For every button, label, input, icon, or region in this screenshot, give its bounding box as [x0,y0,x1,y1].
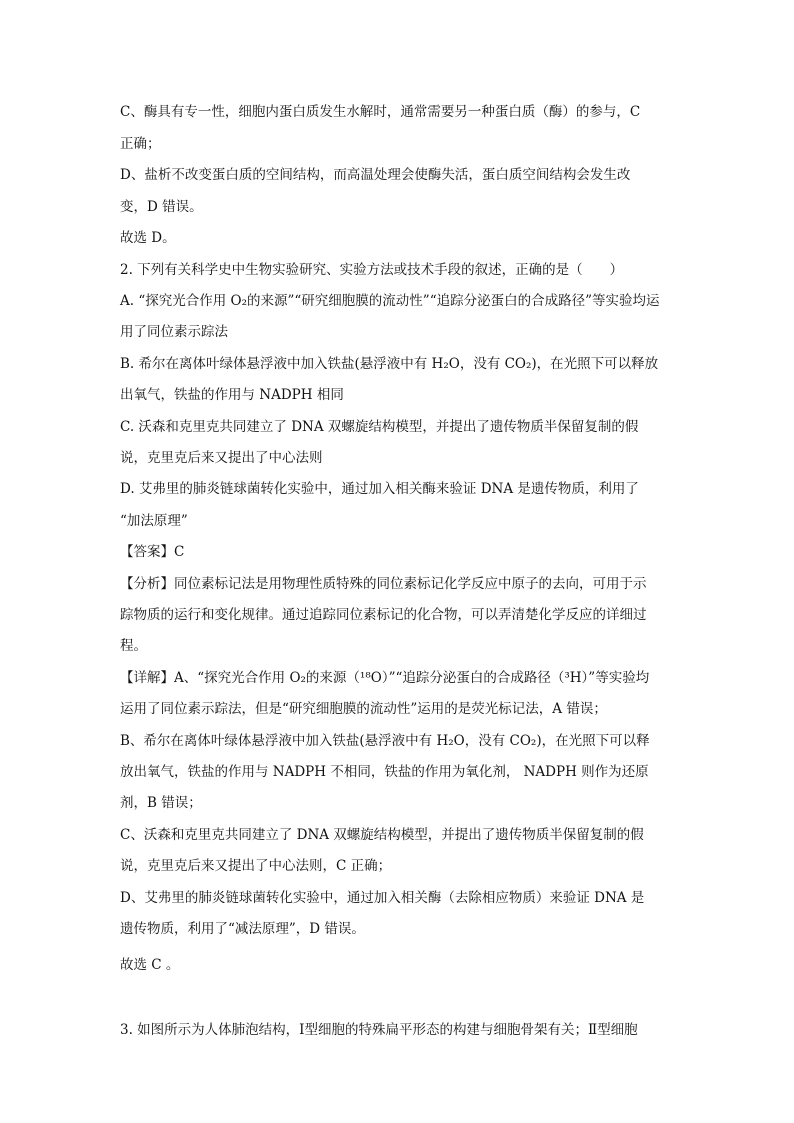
text-line: 踪物质的运行和变化规律。通过追踪同位素标记的化合物，可以弄清楚化学反应的详细过 [120,607,647,623]
option-d: D. 艾弗里的肺炎链球菌转化实验中，通过加入相关酶来验证 DNA 是遗传物质，利用了 [120,481,639,497]
text-line: 放出氧气，铁盐的作用与 NADPH 不相同，铁盐的作用为氧化剂， NADPH 则作为还原 [120,764,649,780]
text-line: 说，克里克后来又提出了中心法则 [120,450,323,466]
text-line: 程。 [120,638,147,654]
text-line: 正确； [120,136,161,152]
answer-line: 【答案】C [120,544,185,560]
text-line: 说，克里克后来又提出了中心法则，C 正确； [120,858,392,874]
analysis-line: 【分析】同位素标记法是用物理性质特殊的同位素标记化学反应中原子的去向，可用于示 [120,576,647,592]
option-c: C. 沃森和克里克共同建立了 DNA 双螺旋结构模型，并提出了遗传物质半保留复制的假 [120,419,639,435]
text-line: C、酶具有专一性，细胞内蛋白质发生水解时，通常需要另一种蛋白质（酶）的参与，C [120,104,641,120]
text-line: “加法原理” [120,513,188,529]
question-3-stem: 3. 如图所示为人体肺泡结构，Ⅰ型细胞的特殊扁平形态的构建与细胞骨架有关；Ⅱ型细胞 [120,1022,638,1038]
text-line: 遗传物质，利用了“减法原理”，D 错误。 [120,921,365,937]
text-line: D、盐析不改变蛋白质的空间结构，而高温处理会使酶失活，蛋白质空间结构会发生改 [120,167,631,183]
detail-line: 【详解】A、“探究光合作用 O₂的来源（¹⁸O）”“追踪分泌蛋白的合成路径（³H）”等实验均 [120,670,650,686]
question-2-stem: 2. 下列有关科学史中生物实验研究、实验方法或技术手段的叙述，正确的是（ ） [120,262,624,278]
text-line: 用了同位素示踪法 [120,324,228,340]
text-line: D、艾弗里的肺炎链球菌转化实验中，通过加入相关酶（去除相应物质）来验证 DNA 是 [120,890,645,906]
text-line: 故选 C 。 [120,957,180,973]
text-line: 剂，B 错误； [120,795,202,811]
text-line: C、沃森和克里克共同建立了 DNA 双螺旋结构模型，并提出了遗传物质半保留复制的假 [120,827,644,843]
text-line: 故选 D。 [120,230,176,246]
option-a: A. “探究光合作用 O₂的来源”“研究细胞膜的流动性”“追踪分泌蛋白的合成路径”等实验均运 [120,293,660,309]
option-b: B. 希尔在离体叶绿体悬浮液中加入铁盐(悬浮液中有 H₂O，没有 CO₂)，在光照下可以释放 [120,356,659,372]
text-line: 运用了同位素示踪法，但是“研究细胞膜的流动性”运用的是荧光标记法，A 错误； [120,701,607,717]
text-line: 变，D 错误。 [120,199,203,215]
text-line: B、希尔在离体叶绿体悬浮液中加入铁盐(悬浮液中有 H₂O，没有 CO₂)，在光照下可以释 [120,733,650,749]
text-line: 出氧气，铁盐的作用与 NADPH 相同 [120,387,344,403]
